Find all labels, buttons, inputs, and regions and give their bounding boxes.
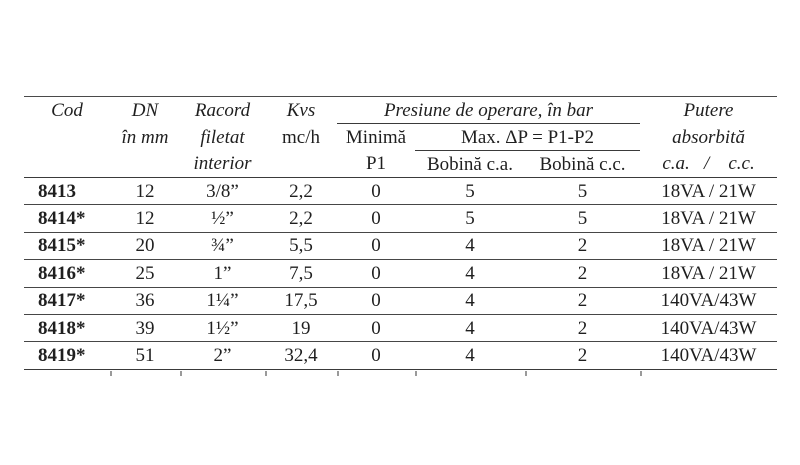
cell-putere: 140VA/43W bbox=[660, 317, 757, 339]
table-row bbox=[24, 287, 777, 314]
header-row-2 bbox=[24, 124, 777, 151]
header-bobina-ca: Bobină c.a. bbox=[426, 153, 513, 175]
header-putere: Putere bbox=[683, 99, 734, 121]
cell-bobina_cc: 2 bbox=[577, 235, 588, 257]
column-tick bbox=[110, 371, 112, 376]
cell-putere: 18VA / 21W bbox=[661, 208, 756, 230]
cell-dn: 20 bbox=[135, 235, 155, 257]
cell-putere: 18VA / 21W bbox=[661, 180, 756, 202]
header-putere-line2: absorbită bbox=[672, 126, 745, 148]
cell-racord: 2” bbox=[213, 345, 232, 367]
cell-minima_p1: 0 bbox=[371, 345, 381, 367]
cell-kvs: 32,4 bbox=[284, 345, 318, 367]
cell-cod: 8417* bbox=[38, 290, 86, 312]
cell-bobina_cc: 5 bbox=[577, 180, 588, 202]
cell-bobina_ca: 4 bbox=[465, 262, 475, 284]
cell-kvs: 17,5 bbox=[284, 290, 318, 312]
header-kvs: Kvs bbox=[286, 99, 316, 121]
cell-cod: 8413 bbox=[38, 180, 76, 202]
cell-putere: 140VA/43W bbox=[660, 345, 757, 367]
header-row-1 bbox=[24, 97, 777, 124]
cell-cod: 8414* bbox=[38, 208, 86, 230]
cell-minima_p1: 0 bbox=[371, 180, 381, 202]
header-dn-spacer bbox=[110, 151, 180, 178]
header-racord: Racord bbox=[194, 99, 251, 121]
table-row bbox=[24, 178, 777, 205]
cell-kvs: 2,2 bbox=[289, 180, 313, 202]
cell-bobina_cc: 2 bbox=[577, 317, 588, 339]
header-group-max-dp: Max. ΔP = P1-P2 bbox=[415, 124, 640, 151]
header-racord-line2: filetat bbox=[200, 126, 245, 148]
header-cod-spacer2 bbox=[24, 151, 110, 178]
spec-table bbox=[24, 96, 777, 370]
header-kvs-unit: mc/h bbox=[282, 126, 320, 148]
cell-dn: 51 bbox=[135, 345, 155, 367]
cell-minima_p1: 0 bbox=[371, 208, 381, 230]
table-row bbox=[24, 232, 777, 259]
cell-minima_p1: 0 bbox=[371, 262, 381, 284]
cell-cod: 8416* bbox=[38, 262, 86, 284]
header-bobina-cc: Bobină c.c. bbox=[539, 153, 626, 175]
cell-racord: 1½” bbox=[206, 317, 239, 339]
header-cod: Cod bbox=[51, 99, 83, 121]
cell-bobina_ca: 4 bbox=[465, 317, 475, 339]
cell-dn: 36 bbox=[135, 290, 155, 312]
cell-bobina_cc: 2 bbox=[577, 345, 588, 367]
header-racord-line3: interior bbox=[193, 153, 252, 175]
column-tick bbox=[415, 371, 417, 376]
header-cod-spacer bbox=[24, 124, 110, 151]
cell-cod: 8415* bbox=[38, 235, 86, 257]
cell-minima_p1: 0 bbox=[371, 235, 381, 257]
cell-bobina_cc: 5 bbox=[577, 208, 588, 230]
cell-cod: 8418* bbox=[38, 317, 86, 339]
cell-dn: 39 bbox=[135, 317, 155, 339]
table-row bbox=[24, 205, 777, 232]
cell-racord: ¾” bbox=[211, 235, 234, 257]
cell-bobina_ca: 5 bbox=[465, 180, 475, 202]
cell-racord: 3/8” bbox=[206, 180, 239, 202]
cell-kvs: 5,5 bbox=[289, 235, 313, 257]
cell-bobina_ca: 4 bbox=[465, 345, 475, 367]
cell-dn: 25 bbox=[135, 262, 155, 284]
cell-kvs: 7,5 bbox=[289, 262, 313, 284]
table-row bbox=[24, 260, 777, 287]
column-tick bbox=[180, 371, 182, 376]
header-kvs-spacer bbox=[265, 151, 337, 178]
cell-racord: 1” bbox=[213, 262, 232, 284]
table-header bbox=[24, 97, 777, 178]
cell-putere: 18VA / 21W bbox=[661, 235, 756, 257]
cell-racord: ½” bbox=[211, 208, 234, 230]
column-tick bbox=[337, 371, 339, 376]
table-row bbox=[24, 314, 777, 341]
cell-cod: 8419* bbox=[38, 345, 86, 367]
cell-dn: 12 bbox=[135, 180, 155, 202]
cell-kvs: 2,2 bbox=[289, 208, 313, 230]
table-body bbox=[24, 178, 777, 370]
cell-minima_p1: 0 bbox=[371, 317, 381, 339]
header-minima-p1: P1 bbox=[365, 153, 387, 175]
cell-bobina_ca: 5 bbox=[465, 208, 475, 230]
table-row bbox=[24, 342, 777, 369]
header-group-presiune: Presiune de operare, în bar bbox=[337, 97, 640, 124]
header-putere-line3: c.a. / c.c. bbox=[662, 153, 755, 175]
cell-bobina_cc: 2 bbox=[577, 262, 588, 284]
header-dn: DN bbox=[131, 99, 159, 121]
column-tick bbox=[525, 371, 527, 376]
cell-putere: 140VA/43W bbox=[660, 290, 757, 312]
column-tick bbox=[265, 371, 267, 376]
cell-bobina_ca: 4 bbox=[465, 235, 475, 257]
column-tick bbox=[640, 371, 642, 376]
cell-dn: 12 bbox=[135, 208, 155, 230]
cell-kvs: 19 bbox=[291, 317, 311, 339]
header-row-3 bbox=[24, 151, 777, 178]
header-dn-unit: în mm bbox=[121, 126, 169, 148]
cell-racord: 1¼” bbox=[206, 290, 239, 312]
cell-minima_p1: 0 bbox=[371, 290, 381, 312]
cell-bobina_cc: 2 bbox=[577, 290, 588, 312]
cell-putere: 18VA / 21W bbox=[661, 262, 756, 284]
cell-bobina_ca: 4 bbox=[465, 290, 475, 312]
header-minima: Minimă bbox=[345, 126, 407, 148]
